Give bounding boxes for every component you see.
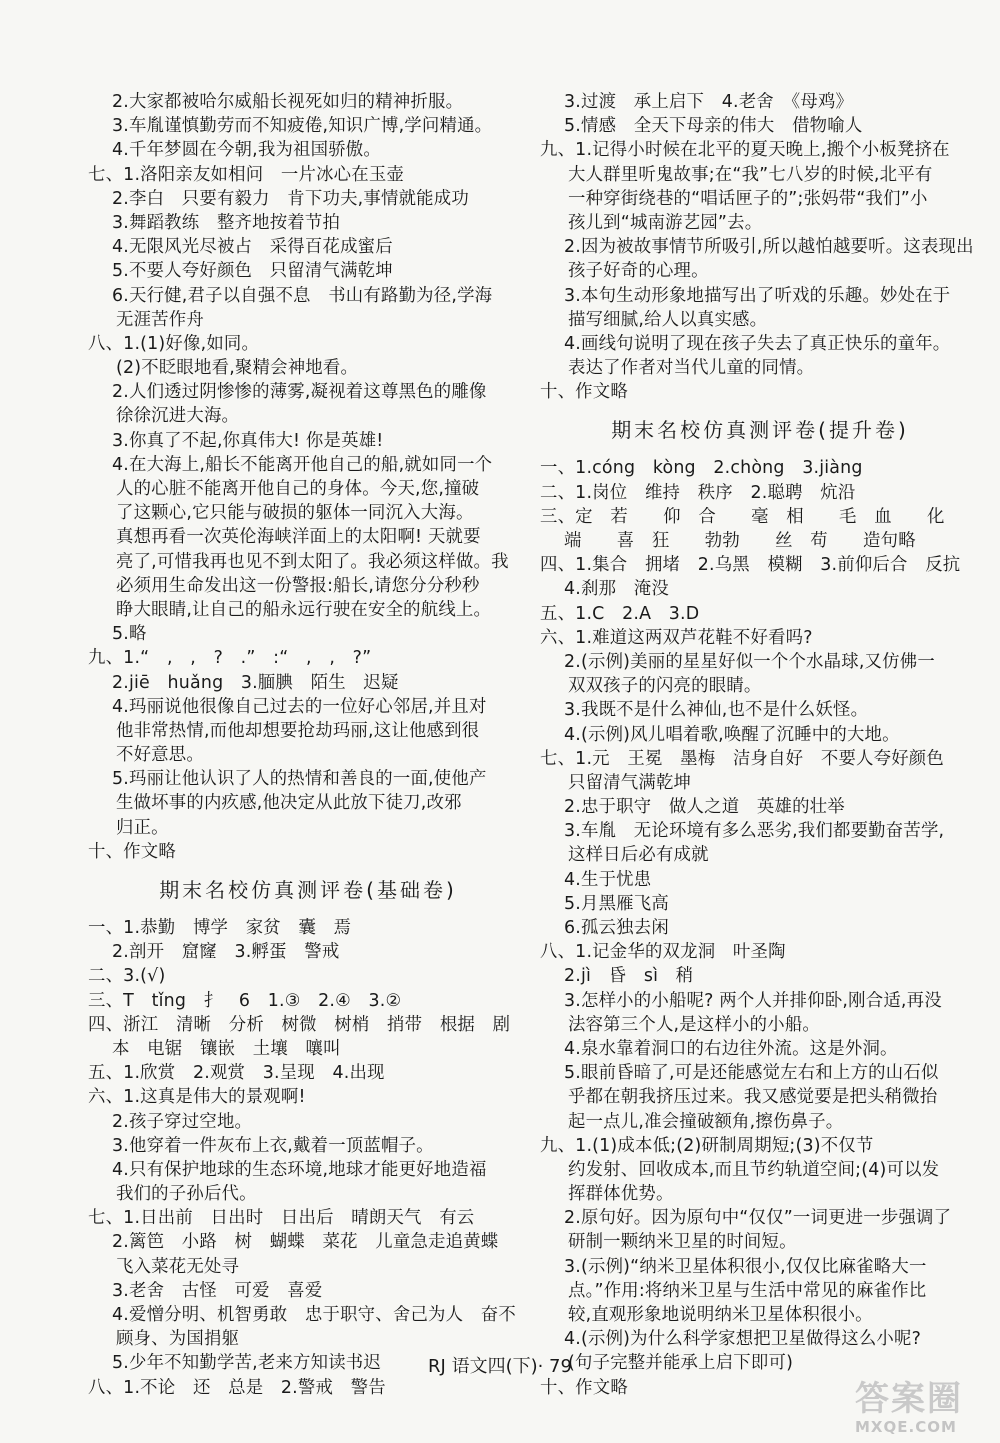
answer-line: 六、1.难道这两双芦花鞋不好看吗? [540, 627, 813, 648]
answer-line: 4.玛丽说他很像自己过去的一位好心邻居,并且对 [112, 696, 487, 717]
answer-line: 起一点儿,准会撞破额角,擦伤鼻子。 [568, 1111, 844, 1132]
answer-line: 4.生于忧患 [564, 869, 652, 890]
watermark-logo: 答案圈 [855, 1379, 963, 1419]
answer-line: 6.孤云独去闲 [564, 918, 669, 938]
answer-line: 八、1.不论 还 总是 2.警戒 警告 [88, 1377, 386, 1398]
answer-line: 七、1.洛阳亲友如相问 一片冰心在玉壶 [88, 164, 405, 185]
answer-line: 本 电锯 镶嵌 土壤 嚷叫 [112, 1038, 341, 1059]
answer-line: 真想再看一次英伦海峡洋面上的太阳啊! 天就要 [116, 527, 481, 548]
watermark [855, 1380, 995, 1440]
answer-line: 2.大家都被哈尔威船长视死如归的精神折服。 [112, 92, 464, 112]
answer-line: 4.(示例)风儿唱着歌,唤醒了沉睡中的大地。 [564, 724, 900, 745]
answer-line: 归正。 [116, 817, 169, 838]
answer-line: 二、3.(√) [88, 966, 166, 987]
answer-line: 5.情感 全天下母亲的伟大 借物喻人 [564, 116, 863, 137]
answer-line: 我们的子孙后代。 [116, 1184, 257, 1205]
answer-line: 孩子好奇的心理。 [568, 261, 709, 282]
answer-line: 3.我既不是什么神仙,也不是什么妖怪。 [564, 700, 869, 721]
answer-line: 一种穿街绕巷的“唱话匣子的”;张妈带“我们”小 [568, 188, 928, 209]
answer-line: 十、作文略 [540, 382, 628, 403]
answer-line: 2.因为被故事情节所吸引,所以越怕越要听。这表现出 [564, 237, 974, 258]
answer-line: 端 喜 狂 勃勃 丝 苟 造句略 [564, 531, 916, 551]
answer-line: 四、1.集合 拥堵 2.乌黑 模糊 3.前仰后合 反抗 [540, 555, 961, 576]
answer-line: 人的心脏不能离开他自己的身体。今天,您,撞破 [116, 479, 480, 499]
answer-line: 4.千年梦圆在今朝,我为祖国骄傲。 [112, 140, 381, 161]
answer-line: 生做坏事的内疚感,他决定从此放下徒刀,改邪 [116, 793, 462, 814]
answer-line: 5.眼前昏暗了,可是还能感觉左右和上方的山石似 [564, 1063, 939, 1084]
answer-line: 3.舞蹈教练 整齐地按着节拍 [112, 212, 341, 233]
answer-line: 表达了作者对当代儿童的同情。 [568, 358, 815, 379]
answer-line: 描写细腻,给人以真实感。 [568, 309, 768, 330]
answer-line: 2.篱笆 小路 树 蝴蝶 菜花 儿童急走追黄蝶 [112, 1232, 499, 1253]
answer-line: 5.不要人夸好颜色 只留清气满乾坤 [112, 261, 393, 282]
answer-line: 法容第三个人,是这样小的小船。 [568, 1014, 820, 1035]
answer-line: 3.老舍 古怪 可爱 喜爱 [112, 1280, 323, 1301]
answer-line: 较,直观形象地说明纳米卫星体积很小。 [568, 1305, 873, 1325]
answer-line: 这样日后必有成就 [568, 845, 709, 866]
answer-line: 六、1.这真是伟大的景观啊! [88, 1087, 306, 1108]
answer-line: 孩儿到“城南游艺园”去。 [568, 212, 763, 233]
answer-line: 4.在大海上,船长不能离开他自己的船,就如同一个 [112, 454, 493, 475]
answer-line: 3.车胤 无论环境有多么恶劣,我们都要勤奋苦学, [564, 821, 945, 842]
answer-line: 飞入菜花无处寻 [116, 1256, 240, 1277]
answer-line: (句子完整并能承上启下即可) [568, 1353, 794, 1374]
answer-line: 点。”作用:将纳米卫星与生活中常见的麻雀作比 [568, 1280, 927, 1301]
answer-line: 4.泉水靠着洞口的右边往外流。这是外洞。 [564, 1038, 898, 1059]
section-title: 期末名校仿真测评卷(基础卷) [159, 878, 457, 902]
answer-line: 4.画线句说明了现在孩子失去了真正快乐的童年。 [564, 333, 951, 354]
answer-line: 3.本句生动形象地描写出了听戏的乐趣。妙处在于 [564, 285, 951, 306]
answer-line: 5.略 [112, 624, 147, 645]
answer-line: 他非常热情,而他却想要抢劫玛丽,这让他感到很 [116, 720, 480, 741]
answer-line: 2.(示例)美丽的星星好似一个个水晶球,又仿佛一 [564, 651, 935, 672]
answer-line: 5.少年不知勤学苦,老来方知读书迟 [112, 1353, 381, 1374]
answer-line: 2.jiē huǎng 3.腼腆 陌生 迟疑 [112, 672, 399, 693]
answer-line: 睁大眼睛,让自己的船永远行驶在安全的航线上。 [116, 599, 492, 620]
answer-line: 四、浙江 清晰 分析 树微 树梢 捎带 根据 剧 [88, 1014, 511, 1035]
answer-line: 二、1.岗位 维持 秩序 2.聪聘 炕沿 [540, 482, 856, 503]
answer-line: 无涯苦作舟 [116, 309, 204, 330]
answer-line: 6.天行健,君子以自强不息 书山有路勤为径,学海 [112, 285, 493, 306]
answer-line: 4.爱憎分明、机智勇敢 忠于职守、舍己为人 奋不 [112, 1305, 516, 1325]
answer-line: 十、作文略 [540, 1377, 628, 1398]
answer-line: 2.人们透过阴惨惨的薄雾,凝视着这尊黑色的雕像 [112, 382, 487, 403]
answer-line: 不好意思。 [116, 745, 204, 766]
answer-line: 5.月黑雁飞高 [564, 893, 669, 914]
answer-line: 2.李白 只要有毅力 肯下功夫,事情就能成功 [112, 188, 469, 209]
answer-line: 4.只有保护地球的生态环境,地球才能更好地造福 [112, 1159, 487, 1180]
answer-line: 2.jì 昏 sì 稍 [564, 966, 694, 987]
answer-line: 2.孩子穿过空地。 [112, 1111, 253, 1132]
answer-line: 五、1.C 2.A 3.D [540, 603, 700, 624]
answer-line: 4.刹那 淹没 [564, 579, 669, 600]
answer-line: 九、1.“ , , ? .” :“ , , ?” [88, 648, 372, 669]
section-title: 期末名校仿真测评卷(提升卷) [611, 418, 909, 443]
answer-line: 一、1.cóng kòng 2.chòng 3.jiàng [540, 458, 863, 479]
answer-line: 3.车胤谨慎勤劳而不知疲倦,知识广博,学问精通。 [112, 116, 493, 137]
answer-line: 八、1.记金华的双龙洞 叶圣陶 [540, 942, 786, 963]
answer-line: 3.过渡 承上启下 4.老舍 《母鸡》 [564, 92, 854, 112]
answer-line: 2.原句好。因为原句中“仅仅”一词更进一步强调了 [564, 1208, 952, 1229]
answer-line: 乎都在朝我挤压过来。我又感觉要是把头稍微抬 [568, 1087, 938, 1108]
answer-line: 了这颗心,它只能与破损的躯体一同沉入大海。 [116, 503, 474, 524]
page-footer: RJ 语文四(下)· 79 [428, 1356, 572, 1377]
answer-line: (2)不眨眼地看,聚精会神地看。 [116, 358, 359, 379]
answer-line: 顾身、为国捐躯 [116, 1329, 240, 1350]
answer-line: 亮了,可惜我再也见不到太阳了。我必须这样做。我 [116, 551, 509, 572]
answer-line: 八、1.(1)好像,如同。 [88, 333, 260, 354]
right-answer-column [540, 90, 980, 1400]
answer-line: 七、1.日出前 日出时 日出后 晴朗天气 有云 [88, 1208, 475, 1229]
answer-line: 挥群体优势。 [568, 1184, 674, 1205]
answer-line: 一、1.恭勤 博学 家贫 囊 焉 [88, 918, 352, 938]
answer-line: 三、定 若 仰 合 毫 相 毛 血 化 [540, 506, 945, 527]
answer-line: 五、1.欣赏 2.观赏 3.呈现 4.出现 [88, 1063, 385, 1084]
answer-line: 徐徐沉进大海。 [116, 406, 240, 427]
answer-line: 3.(示例)“纳米卫星体积很小,仅仅比麻雀略大一 [564, 1256, 927, 1277]
answer-line: 3.怎样小的小船呢? 两个人并排仰卧,刚合适,再没 [564, 990, 942, 1011]
answer-line: 十、作文略 [88, 841, 176, 862]
answer-line: 九、1.(1)成本低;(2)研制周期短;(3)不仅节 [540, 1135, 874, 1156]
answer-line: 三、T tǐng 扌 6 1.③ 2.④ 3.② [88, 990, 402, 1011]
answer-line: 双双孩子的闪亮的眼睛。 [568, 676, 762, 697]
left-answer-column [88, 90, 528, 1400]
answer-line: 七、1.元 王冕 墨梅 洁身自好 不要人夸好颜色 [540, 748, 944, 769]
answer-line: 4.(示例)为什么科学家想把卫星做得这么小呢? [564, 1329, 922, 1350]
answer-line: 3.你真了不起,你真伟大! 你是英雄! [112, 430, 384, 451]
answer-line: 约发射、回收成本,而且节约轨道空间;(4)可以发 [568, 1159, 940, 1180]
answer-line: 5.玛丽让他认识了人的热情和善良的一面,使他产 [112, 769, 487, 790]
answer-line: 2.忠于职守 做人之道 英雄的壮举 [564, 797, 845, 818]
answer-line: 4.无限风光尽被占 采得百花成蜜后 [112, 237, 393, 258]
answer-line: 研制一颗纳米卫星的时间短。 [568, 1232, 797, 1253]
answer-line: 必须用生命发出这一份警报:船长,请您分分秒秒 [116, 575, 480, 596]
answer-line: 3.他穿着一件灰布上衣,戴着一顶蓝帽子。 [112, 1135, 434, 1156]
answer-line: 2.剖开 窟窿 3.孵蛋 警戒 [112, 942, 340, 963]
answer-line: 只留清气满乾坤 [568, 772, 692, 793]
answer-line: 大人群里听鬼故事;在“我”七八岁的时候,北平有 [568, 164, 933, 185]
watermark-url: MXQE.COM [855, 1418, 957, 1436]
answer-line: 九、1.记得小时候在北平的夏天晚上,搬个小板凳挤在 [540, 140, 950, 161]
